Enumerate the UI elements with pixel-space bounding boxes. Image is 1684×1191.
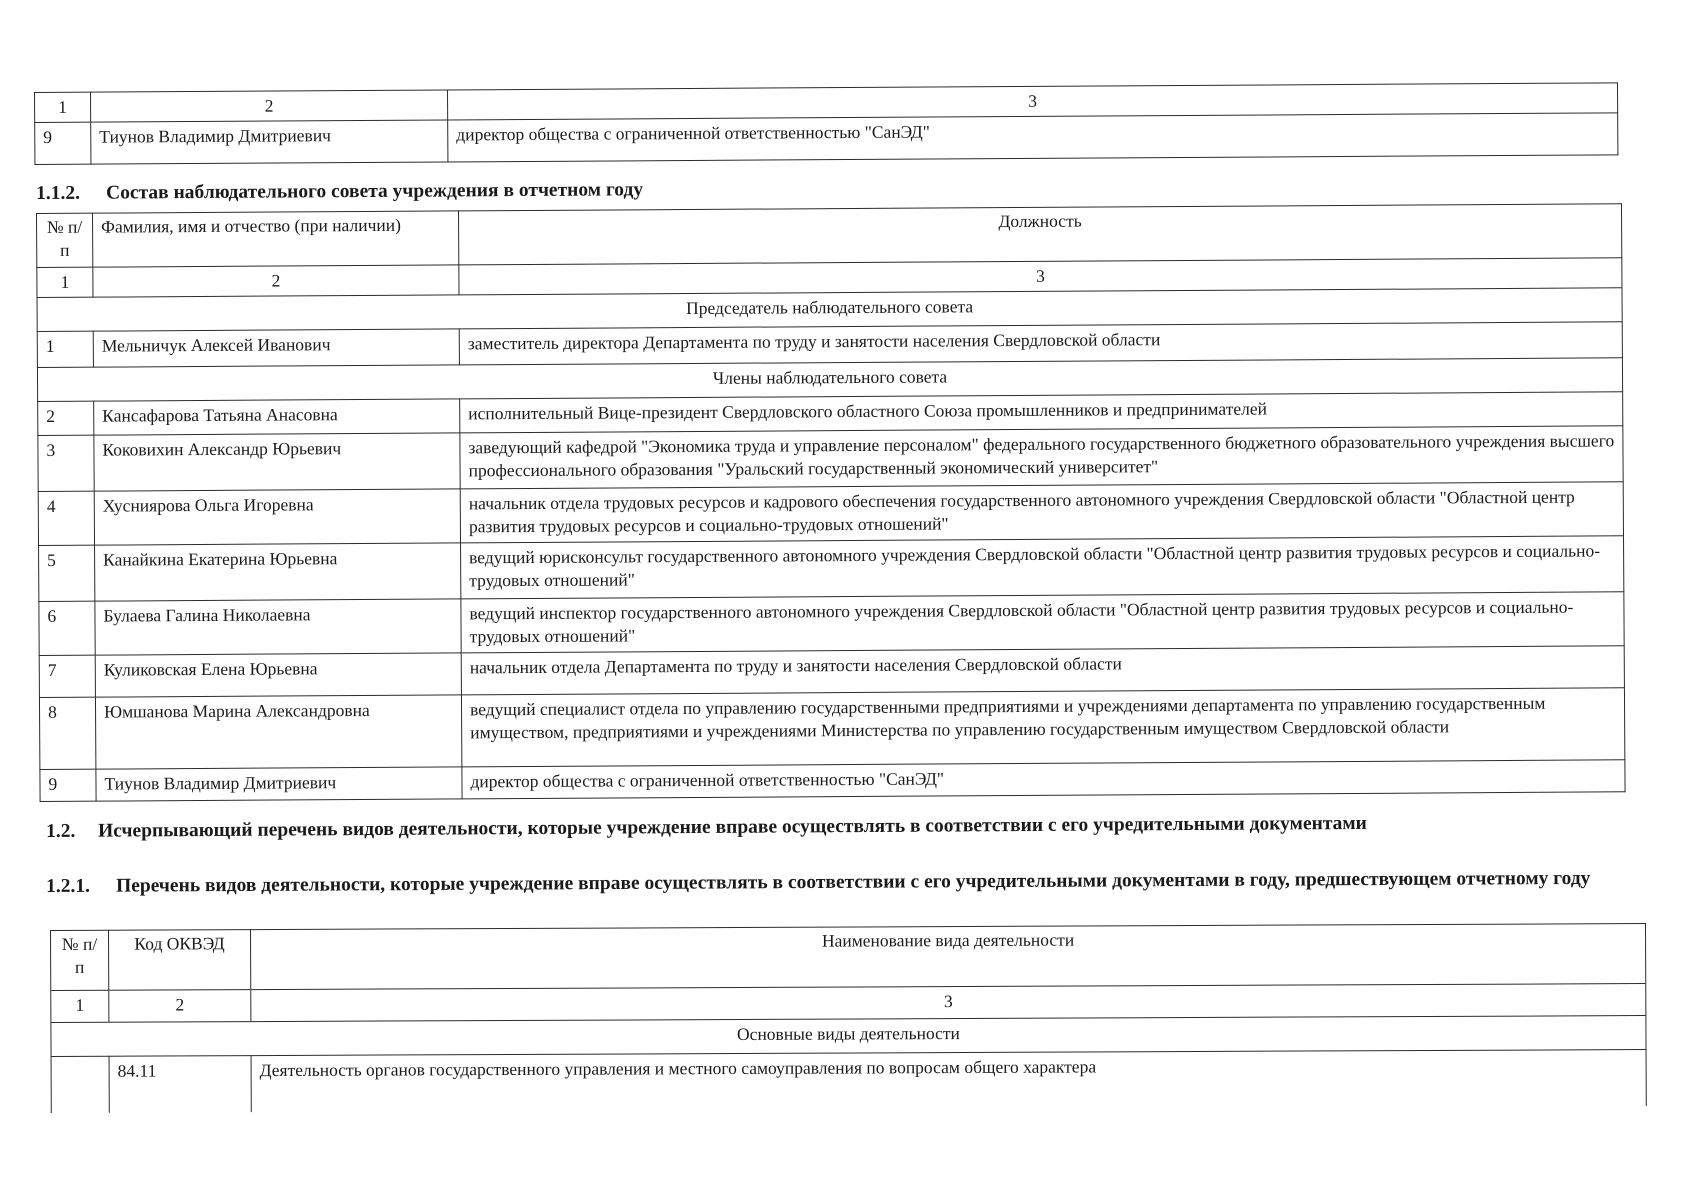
section-heading-1-2-1 (46, 866, 1646, 900)
row-number: 2 (38, 401, 94, 435)
member-name: Коковихин Александр Юрьевич (94, 433, 460, 491)
row-number: 5 (39, 545, 95, 601)
group-row-main-activities: Основные виды деятельности (51, 1016, 1646, 1057)
section-heading-1-2 (46, 811, 1367, 845)
section-title: Перечень видов деятельности, которые учреждение вправе осуществлять в соответствии с его учредительными документами в году, предшествующем отчетному году (116, 867, 1591, 897)
member-name: Тиунов Владимир Дмитриевич (96, 767, 462, 801)
section-title: Исчерпывающий перечень видов деятельности, которые учреждение вправе осуществлять в соответствии с его учредительными документами (98, 812, 1367, 842)
okved-code: 84.11 (109, 1056, 251, 1113)
col-number-3: 3 (459, 258, 1622, 295)
member-name: Канайкина Екатерина Юрьевна (95, 543, 461, 601)
section-title: Состав наблюдательного совета учреждения в отчетном году (106, 179, 644, 204)
header-okved-code: Код ОКВЭД (109, 930, 251, 991)
row-number: 9 (40, 769, 96, 801)
member-name: Куликовская Елена Юрьевна (95, 653, 461, 697)
member-name: Хусниярова Ольга Игоревна (94, 489, 460, 545)
member-name: Мельничук Алексей Иванович (93, 329, 459, 367)
row-number: 9 (35, 122, 91, 164)
section-number: 1.1.2. (36, 182, 81, 204)
member-position: исполнительный Вице-президент Свердловского областного Союза промышленников и предпринимателей (460, 392, 1623, 433)
col-number-1: 1 (37, 267, 93, 297)
member-position: директор общества с ограниченной ответственностью "СанЭД" (462, 760, 1625, 799)
member-position: заместитель директора Департамента по труду и занятости населения Свердловской области (459, 322, 1622, 365)
col-number-2: 2 (91, 90, 448, 122)
row-number: 6 (39, 601, 95, 655)
section-heading-1-1-2 (36, 177, 643, 207)
member-position: начальник отдела Департамента по труду и занятости населения Свердловской области (461, 646, 1624, 695)
col-number-2: 2 (109, 990, 251, 1023)
col-number-3: 3 (447, 83, 1617, 120)
member-name: Тиунов Владимир Дмитриевич (91, 120, 448, 164)
member-position: начальник отдела трудовых ресурсов и кадрового обеспечения государственного автономного учреждения Свердловской области "Областной центр развития трудовых ресурсов и социально-трудовых отношений" (460, 482, 1623, 543)
member-position: ведущий юрисконсульт государственного автономного учреждения Свердловской области "Областной центр развития трудовых ресурсов и социально- трудовых отношений" (461, 536, 1624, 599)
row-number: 7 (39, 655, 95, 697)
header-number: № п/п (37, 213, 93, 267)
col-number-1: 1 (51, 990, 109, 1022)
group-row-members: Члены наблюдательного совета (37, 358, 1622, 402)
header-number: № п/п (51, 930, 109, 990)
member-name: Кансафарова Татьяна Анасовна (94, 399, 460, 435)
section-number: 1.2.1. (46, 875, 90, 897)
row-number (51, 1056, 109, 1112)
member-name: Булаева Галина Николаевна (95, 599, 461, 655)
header-activity-name: Наименование вида деятельности (251, 924, 1646, 990)
member-position: директор общества с ограниченной ответственностью "СанЭД" (448, 113, 1618, 162)
member-position: заведующий кафедрой "Экономика труда и управление персоналом" федерального государственного бюджетного образовательного учреждения высшего профессионального образования "Уральский государственный экономический университет" (460, 426, 1623, 489)
row-number: 3 (38, 435, 94, 491)
previous-page-table-continuation (34, 82, 1618, 165)
col-number-3: 3 (251, 984, 1646, 1022)
row-number: 8 (39, 697, 95, 769)
row-number: 4 (38, 491, 94, 545)
col-number-1: 1 (35, 92, 91, 122)
col-number-2: 2 (93, 265, 459, 297)
activity-name: Деятельность органов государственного управления и местного самоуправления по вопросам общего характера (251, 1050, 1646, 1112)
member-name: Юмшанова Марина Александровна (95, 695, 461, 769)
header-position: Должность (458, 204, 1621, 265)
member-position: ведущий специалист отдела по управлению государственными предприятиями и учреждениями департамента по управлению государственным имуществом, предприятиями и учреждениями Министерства по управлению государственным имуществом Свердловской области (461, 688, 1624, 767)
supervisory-board-table (36, 203, 1626, 802)
section-number: 1.2. (46, 820, 76, 842)
row-number: 1 (37, 331, 93, 367)
header-full-name: Фамилия, имя и отчество (при наличии) (93, 211, 459, 267)
activities-table (50, 923, 1647, 1112)
member-position: ведущий инспектор государственного автономного учреждения Свердловской области "Областной центр развития трудовых ресурсов и социально-трудовых отношений" (461, 592, 1624, 653)
group-row-chair: Председатель наблюдательного совета (37, 288, 1622, 332)
